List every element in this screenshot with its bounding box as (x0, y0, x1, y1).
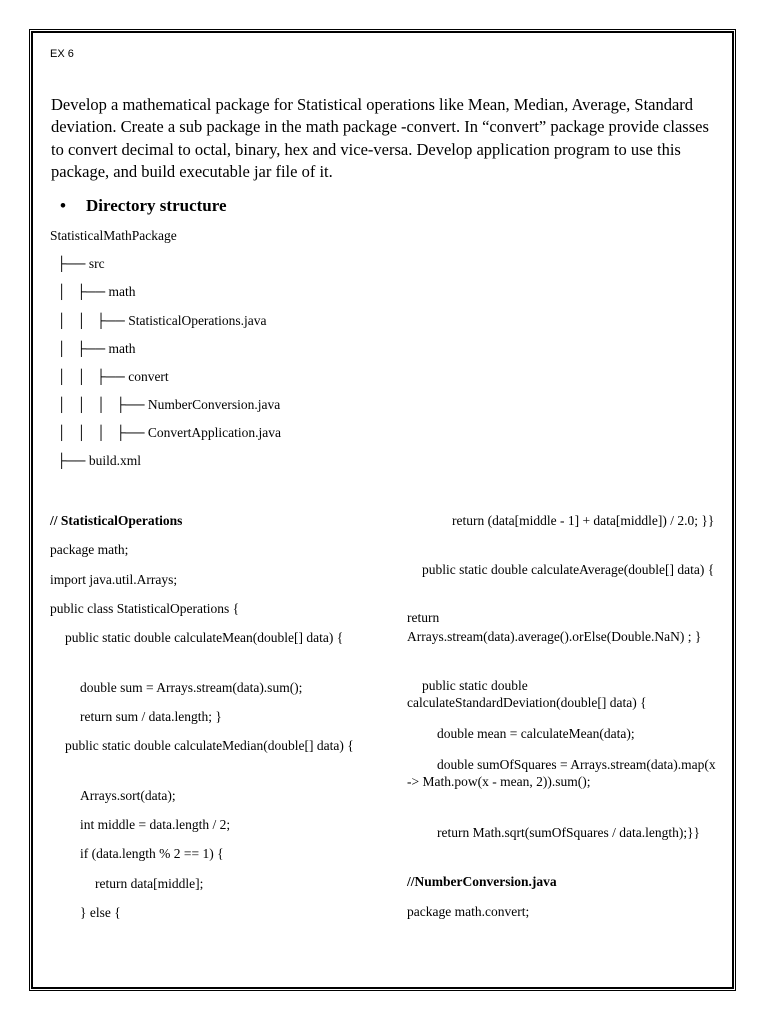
code-line: return sum / data.length; } (80, 709, 222, 724)
tree-line: ├── build.xml (50, 453, 141, 468)
code-line: Arrays.stream(data).average().orElse(Double.NaN) ; } (407, 629, 702, 644)
bullet-icon: • (60, 196, 66, 215)
code-line: package math.convert; (407, 904, 530, 919)
tree-line: │ │ ├── convert (50, 369, 169, 384)
code-line: double mean = calculateMean(data); (437, 726, 635, 741)
code-line: public class StatisticalOperations { (50, 601, 240, 616)
directory-heading-text: Directory structure (86, 196, 227, 215)
tree-line: │ │ │ ├── NumberConversion.java (50, 397, 281, 412)
code-line: public static double calculateMean(double[] data) { (65, 630, 344, 645)
tree-line: │ │ ├── StatisticalOperations.java (50, 313, 267, 328)
tree-line: │ ├── math (50, 284, 136, 299)
code-line: package math; (50, 542, 129, 557)
code-line: import java.util.Arrays; (50, 572, 178, 587)
tree-line: ├── src (50, 256, 105, 271)
tree-root: StatisticalMathPackage (50, 228, 177, 243)
code-heading: //NumberConversion.java (407, 874, 557, 889)
intro-paragraph: Develop a mathematical package for Statistical operations like Mean, Median, Average, Standard deviation. Create a sub package in the math package -convert. In “convert” package provide classes to convert decimal to octal, binary, hex and vice-versa. Develop application program to use this package, and build executable jar file of it. (51, 95, 709, 182)
code-line: return Math.sqrt(sumOfSquares / data.length);}} (437, 825, 701, 840)
code-line: } else { (80, 905, 121, 920)
code-line: public static double calculateStandardDeviation(double[] data) { (407, 678, 647, 710)
code-heading: // StatisticalOperations (50, 513, 183, 528)
code-line: double sum = Arrays.stream(data).sum(); (80, 680, 303, 695)
code-line: return data[middle]; (95, 876, 204, 891)
code-line: public static double calculateMedian(double[] data) { (65, 738, 354, 753)
code-line: public static double calculateAverage(double[] data) { (422, 562, 715, 577)
directory-structure-heading (60, 196, 227, 216)
code-line: return (407, 610, 440, 625)
code-line: Arrays.sort(data); (80, 788, 176, 803)
tree-line: │ │ │ ├── ConvertApplication.java (50, 425, 281, 440)
exercise-label: EX 6 (50, 48, 74, 60)
tree-line: │ ├── math (50, 341, 136, 356)
code-line: return (data[middle - 1] + data[middle]) / 2.0; }} (452, 513, 715, 528)
code-line: double sumOfSquares = Arrays.stream(data).map(x -> Math.pow(x - mean, 2)).sum(); (407, 757, 716, 789)
code-line: if (data.length % 2 == 1) { (80, 846, 224, 861)
code-line: int middle = data.length / 2; (80, 817, 231, 832)
